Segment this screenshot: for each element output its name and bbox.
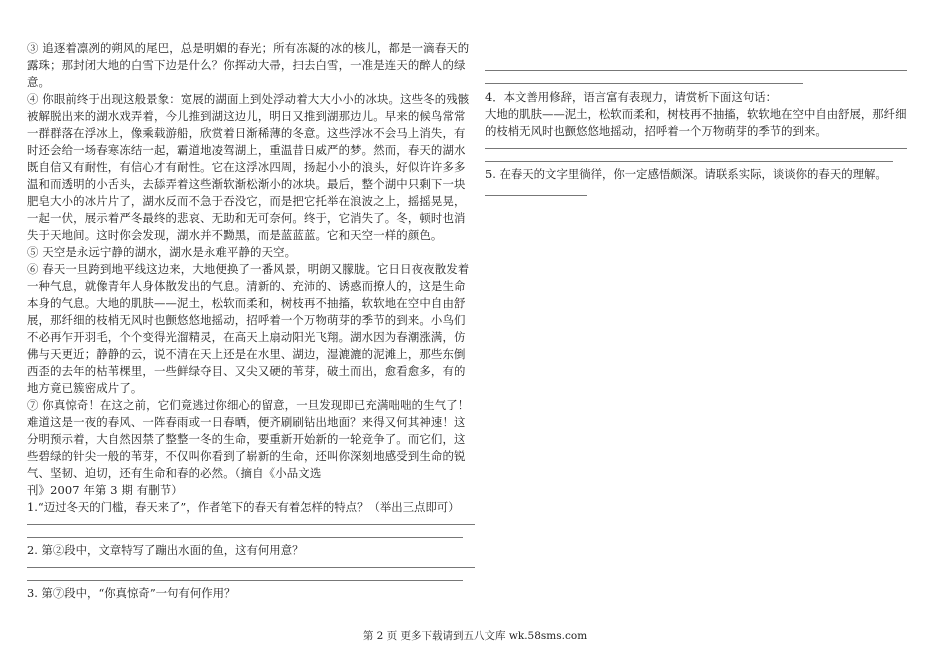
paragraph-4: ④ 你眼前终于出现这般景象：宽展的湖面上到处浮动着大大小小的冰块。这些冬的残骸被解脱出来的湖水戏弄着，今儿推到湖这边儿，明日又推到湖那边儿。早来的候鸟常常一群群落在浮冰上，像乘载游船，欣赏着日渐稀薄的冬意。这些浮冰不会马上消失，有时还会给一场春寒冻结一起，霸道地凌驾湖上，重温昔日威严的梦。然而，春天的湖水既自信又有耐性，有信心才有耐性。它在这浮冰四周，扬起小小的浪头，好似许许多多温和而透明的小舌头，去舔弄着这些渐软渐松渐小的冰块。最后，整个湖中只剩下一块肥皂大小的冰片片了，湖水反而不急于吞没它，而是把它托举在浪波之上，摇摇晃晃，一起一伏，展示着严冬最终的悲哀、无助和无可奈何。终于，它消失了。冬，顿时也消失于天地间。这时你会发现，湖水并不黝黑，而是蓝蓝蓝。它和天空一样的颜色。 bbox=[27, 92, 470, 242]
paragraph-5: ⑤ 天空是永远宁静的湖水，湖水是永难平静的天空。 bbox=[27, 245, 297, 259]
question-4: 4．本文善用修辞，语言富有表现力，请赏析下面这句话： bbox=[485, 90, 778, 104]
page-footer: 第 2 页 更多下载请到五八文库 wk.58sms.com bbox=[362, 630, 588, 642]
source-note: 刊》2007 年第 3 期 有删节） bbox=[27, 483, 183, 497]
question-3: 3. 第⑦段中，“你真惊奇”一句有何作用？ bbox=[27, 586, 236, 600]
paragraph-7: ⑦ 你真惊奇！在这之前，它们竟逃过你细心的留意，一旦发现即已充满咄咄的生气了！难道这是一夜的春风、一阵春雨或一日春晒，便齐刷刷钻出地面？来得又何其神速！这分明预示着，大自然因禁了整整一冬的生命，要重新开始新的一轮竞争了。而它们，这些碧绿的针尖一般的苇芽，不仅叫你看到了崭新的生命，还叫你深刻地感受到生命的锐气、坚韧、迫切，还有生命和春的必然。（摘自《小品文选 bbox=[27, 398, 470, 480]
paragraph-6: ⑥ 春天一旦跨到地平线这边来，大地便换了一番风景，明朗又朦胧。它日日夜夜散发着一种气息，就像青年人身体散发出的气息。清新的、充沛的、诱惑而撩人的，这是生命本身的气息。大地的肌肤——泥土，松软而柔和，树枝再不抽搐，软软地在空中自由舒展，那纤细的枝梢无风时也颤悠悠地摇动，招呼着一个万物萌芽的季节的到来。小鸟们不必再乍开羽毛，个个变得光溜精灵，在高天上扇动阳光飞翔。湖水因为春潮涨满，仿佛与天更近；静静的云，说不清在天上还是在水里、湖边，湿漉漉的泥滩上，那些东倒西歪的去年的枯苇棵里，一些鲜绿夺目、又尖又硬的苇芽，破土而出，愈看愈多，有的地方竟已簇密成片了。 bbox=[27, 262, 470, 395]
paragraph-3: ③ 追逐着凛冽的朔风的尾巴，总是明媚的春光；所有冻凝的冰的核儿，都是一滴春天的露珠；那封闭大地的白雪下边是什么？你挥动大帚，扫去白雪，一准是连天的醉人的绿意。 bbox=[27, 41, 470, 89]
left-column bbox=[27, 40, 475, 602]
answer-line[interactable] bbox=[485, 195, 587, 196]
question-2: 2. 第②段中，文章特写了蹦出水面的鱼，这有何用意？ bbox=[27, 543, 304, 557]
question-1: 1.“迈过冬天的门槛，春天来了”，作者笔下的春天有着怎样的特点？（举出三点即可） bbox=[27, 500, 460, 514]
question-4-quote: 大地的肌肤——泥土，松软而柔和，树枝再不抽搐，软软地在空中自由舒展，那纤细的枝梢无风时也颤悠悠地摇动，招呼着一个万物萌芽的季节的到来。 bbox=[485, 107, 907, 138]
right-column bbox=[485, 40, 907, 196]
question-5: 5. 在春天的文字里徜徉，你一定感悟颇深。请联系实际，谈谈你的春天的理解。 bbox=[485, 167, 887, 181]
